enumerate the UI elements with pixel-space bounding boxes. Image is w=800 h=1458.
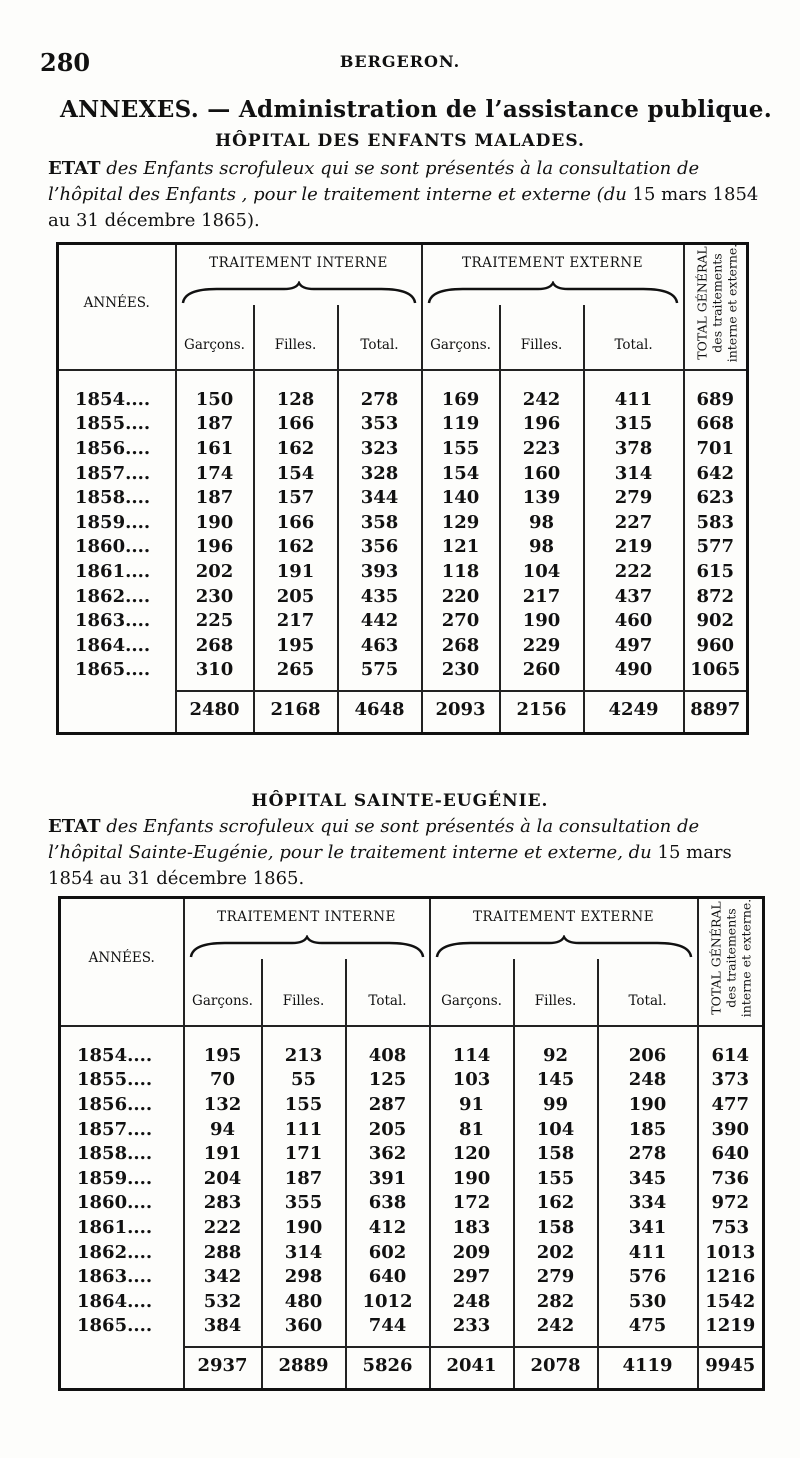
year-cell: 1856.... xyxy=(77,1093,153,1115)
total-externe-cell: 378 xyxy=(584,436,684,461)
stat-table-enfants-malades xyxy=(56,242,749,735)
annex-title: ANNEXES. — Administration de l’assistance publique. xyxy=(60,96,773,123)
garcons-externe-cell: 81 xyxy=(430,1117,514,1142)
years-header: ANNÉES. xyxy=(88,950,155,966)
garcons-externe-cell: 120 xyxy=(430,1141,514,1166)
table-row xyxy=(60,1264,764,1289)
table-row xyxy=(58,559,748,584)
year-cell: 1859.... xyxy=(77,1167,153,1189)
year-cell: 1861.... xyxy=(75,560,151,582)
year-cell: 1865.... xyxy=(77,1315,153,1337)
filles-externe-cell: 104 xyxy=(514,1117,598,1142)
filles-externe-cell: 158 xyxy=(514,1141,598,1166)
table-row xyxy=(60,1092,764,1117)
table-row xyxy=(60,1215,764,1240)
col-total-interne: Total. xyxy=(338,305,422,361)
table-row xyxy=(58,461,748,486)
externe-brace xyxy=(430,935,698,959)
total-interne-cell: 125 xyxy=(346,1068,430,1093)
garcons-externe-cell: 190 xyxy=(430,1166,514,1191)
totals-row xyxy=(58,691,748,726)
garcons-externe-cell: 183 xyxy=(430,1215,514,1240)
filles-interne-cell: 217 xyxy=(254,608,338,633)
filles-externe-cell: 162 xyxy=(514,1191,598,1216)
filles-externe-cell: 155 xyxy=(514,1166,598,1191)
garcons-interne-cell: 190 xyxy=(176,510,254,535)
stat-table-sainte-eugenie xyxy=(58,896,765,1391)
year-cell: 1858.... xyxy=(75,487,151,509)
filles-interne-cell: 191 xyxy=(254,559,338,584)
total-general-cell: 668 xyxy=(684,412,748,437)
garcons-interne-cell: 70 xyxy=(184,1068,262,1093)
filles-externe-cell: 202 xyxy=(514,1240,598,1265)
interne-header: TRAITEMENT INTERNE xyxy=(184,898,430,936)
years-header: ANNÉES. xyxy=(83,295,150,311)
garcons-externe-cell: 121 xyxy=(422,535,500,560)
garcons-externe-cell: 91 xyxy=(430,1092,514,1117)
total-interne-cell: 575 xyxy=(338,658,422,683)
filles-externe-cell: 190 xyxy=(500,608,584,633)
total-externe-cell: 278 xyxy=(598,1141,698,1166)
year-cell: 1857.... xyxy=(75,462,151,484)
total-general-sum: 8897 xyxy=(684,691,748,726)
total-interne-cell: 344 xyxy=(338,485,422,510)
garcons-interne-sum: 2480 xyxy=(176,691,254,726)
total-externe-cell: 437 xyxy=(584,584,684,609)
total-externe-cell: 576 xyxy=(598,1264,698,1289)
total-general-cell: 373 xyxy=(698,1068,764,1093)
table-row xyxy=(58,412,748,437)
total-general-cell: 615 xyxy=(684,559,748,584)
year-cell: 1855.... xyxy=(75,413,151,435)
col-filles-externe: Filles. xyxy=(500,305,584,361)
garcons-externe-cell: 154 xyxy=(422,461,500,486)
total-general-cell: 577 xyxy=(684,535,748,560)
garcons-externe-cell: 230 xyxy=(422,658,500,683)
filles-interne-cell: 162 xyxy=(254,436,338,461)
garcons-interne-cell: 288 xyxy=(184,1240,262,1265)
totals-row xyxy=(60,1347,764,1382)
total-interne-sum: 5826 xyxy=(346,1347,430,1382)
table-row xyxy=(58,485,748,510)
filles-interne-cell: 195 xyxy=(254,633,338,658)
garcons-externe-sum: 2041 xyxy=(430,1347,514,1382)
total-general-cell: 640 xyxy=(698,1141,764,1166)
hospital-title-sainte-eugenie: HÔPITAL SAINTE-EUGÉNIE. xyxy=(251,791,549,811)
table-row xyxy=(58,387,748,412)
garcons-interne-cell: 150 xyxy=(176,387,254,412)
garcons-interne-cell: 222 xyxy=(184,1215,262,1240)
total-externe-cell: 219 xyxy=(584,535,684,560)
etat-lead: ETAT xyxy=(48,816,101,837)
table-row xyxy=(58,608,748,633)
filles-externe-cell: 242 xyxy=(500,387,584,412)
filles-externe-cell: 92 xyxy=(514,1043,598,1068)
table-row xyxy=(60,1191,764,1216)
total-general-line2: des traitements xyxy=(709,253,725,353)
garcons-interne-cell: 283 xyxy=(184,1191,262,1216)
year-cell: 1860.... xyxy=(75,536,151,558)
total-interne-sum: 4648 xyxy=(338,691,422,726)
year-cell: 1854.... xyxy=(75,388,151,410)
garcons-interne-cell: 204 xyxy=(184,1166,262,1191)
total-externe-cell: 227 xyxy=(584,510,684,535)
total-general-cell: 902 xyxy=(684,608,748,633)
filles-externe-cell: 196 xyxy=(500,412,584,437)
garcons-externe-cell: 248 xyxy=(430,1289,514,1314)
filles-externe-cell: 282 xyxy=(514,1289,598,1314)
col-filles-externe: Filles. xyxy=(514,959,598,1017)
total-interne-cell: 358 xyxy=(338,510,422,535)
filles-interne-cell: 190 xyxy=(262,1215,346,1240)
total-externe-cell: 314 xyxy=(584,461,684,486)
total-general-cell: 753 xyxy=(698,1215,764,1240)
total-general-cell: 1065 xyxy=(684,658,748,683)
total-interne-cell: 391 xyxy=(346,1166,430,1191)
total-externe-cell: 497 xyxy=(584,633,684,658)
filles-externe-cell: 279 xyxy=(514,1264,598,1289)
total-interne-cell: 744 xyxy=(346,1314,430,1339)
etat-caption-enfants-malades xyxy=(48,156,760,234)
total-general-cell: 689 xyxy=(684,387,748,412)
total-general-line3: interne et externe. xyxy=(738,898,754,1018)
garcons-interne-cell: 268 xyxy=(176,633,254,658)
table-row xyxy=(60,1068,764,1093)
garcons-interne-cell: 132 xyxy=(184,1092,262,1117)
table-row xyxy=(58,510,748,535)
externe-header: TRAITEMENT EXTERNE xyxy=(422,244,684,282)
garcons-interne-sum: 2937 xyxy=(184,1347,262,1382)
filles-interne-cell: 355 xyxy=(262,1191,346,1216)
total-interne-cell: 1012 xyxy=(346,1289,430,1314)
total-general-cell: 1216 xyxy=(698,1264,764,1289)
total-general-cell: 390 xyxy=(698,1117,764,1142)
total-externe-cell: 279 xyxy=(584,485,684,510)
filles-externe-cell: 145 xyxy=(514,1068,598,1093)
total-general-line2: des traitements xyxy=(723,908,739,1008)
total-externe-cell: 315 xyxy=(584,412,684,437)
filles-interne-cell: 162 xyxy=(254,535,338,560)
total-interne-cell: 278 xyxy=(338,387,422,412)
total-interne-cell: 602 xyxy=(346,1240,430,1265)
total-general-line1: TOTAL GÉNÉRAL xyxy=(708,901,724,1015)
garcons-interne-cell: 195 xyxy=(184,1043,262,1068)
table-row xyxy=(60,1166,764,1191)
garcons-interne-cell: 202 xyxy=(176,559,254,584)
running-head: BERGERON. xyxy=(339,52,461,71)
total-general-cell: 623 xyxy=(684,485,748,510)
garcons-externe-cell: 140 xyxy=(422,485,500,510)
filles-interne-sum: 2889 xyxy=(262,1347,346,1382)
etat-date: 15 mars 1854 au 31 décembre 1865). xyxy=(48,184,759,231)
total-general-cell: 960 xyxy=(684,633,748,658)
total-interne-cell: 463 xyxy=(338,633,422,658)
total-interne-cell: 205 xyxy=(346,1117,430,1142)
table-row xyxy=(60,1043,764,1068)
total-general-line1: TOTAL GÉNÉRAL xyxy=(694,246,710,360)
total-externe-sum: 4249 xyxy=(584,691,684,726)
total-general-cell: 614 xyxy=(698,1043,764,1068)
year-cell: 1864.... xyxy=(77,1290,153,1312)
total-externe-cell: 222 xyxy=(584,559,684,584)
total-general-cell: 1542 xyxy=(698,1289,764,1314)
year-cell: 1855.... xyxy=(77,1069,153,1091)
year-cell: 1863.... xyxy=(75,610,151,632)
total-interne-cell: 323 xyxy=(338,436,422,461)
garcons-interne-cell: 532 xyxy=(184,1289,262,1314)
externe-header: TRAITEMENT EXTERNE xyxy=(430,898,698,936)
filles-interne-sum: 2168 xyxy=(254,691,338,726)
interne-brace xyxy=(184,935,430,959)
year-cell: 1860.... xyxy=(77,1192,153,1214)
filles-externe-cell: 158 xyxy=(514,1215,598,1240)
table-row xyxy=(58,658,748,683)
year-cell: 1863.... xyxy=(77,1266,153,1288)
filles-interne-cell: 265 xyxy=(254,658,338,683)
total-externe-cell: 490 xyxy=(584,658,684,683)
filles-interne-cell: 171 xyxy=(262,1141,346,1166)
garcons-externe-cell: 297 xyxy=(430,1264,514,1289)
total-general-cell: 1219 xyxy=(698,1314,764,1339)
total-externe-sum: 4119 xyxy=(598,1347,698,1382)
etat-lead: ETAT xyxy=(48,158,101,179)
total-externe-cell: 530 xyxy=(598,1289,698,1314)
filles-externe-sum: 2078 xyxy=(514,1347,598,1382)
garcons-externe-cell: 103 xyxy=(430,1068,514,1093)
filles-interne-cell: 298 xyxy=(262,1264,346,1289)
col-filles-interne: Filles. xyxy=(262,959,346,1017)
table-row xyxy=(60,1314,764,1339)
total-general-header xyxy=(698,898,764,1018)
total-general-cell: 583 xyxy=(684,510,748,535)
total-externe-cell: 248 xyxy=(598,1068,698,1093)
year-cell: 1859.... xyxy=(75,511,151,533)
col-total-externe: Total. xyxy=(598,959,698,1017)
total-externe-cell: 206 xyxy=(598,1043,698,1068)
total-externe-cell: 475 xyxy=(598,1314,698,1339)
col-total-externe: Total. xyxy=(584,305,684,361)
col-garcons-externe: Garçons. xyxy=(422,305,500,361)
total-externe-cell: 341 xyxy=(598,1215,698,1240)
filles-interne-cell: 166 xyxy=(254,412,338,437)
total-externe-cell: 460 xyxy=(584,608,684,633)
total-externe-cell: 334 xyxy=(598,1191,698,1216)
total-general-sum: 9945 xyxy=(698,1347,764,1382)
garcons-interne-cell: 191 xyxy=(184,1141,262,1166)
total-general-cell: 972 xyxy=(698,1191,764,1216)
garcons-externe-cell: 172 xyxy=(430,1191,514,1216)
total-general-cell: 872 xyxy=(684,584,748,609)
total-interne-cell: 393 xyxy=(338,559,422,584)
garcons-externe-cell: 220 xyxy=(422,584,500,609)
filles-externe-cell: 104 xyxy=(500,559,584,584)
year-cell: 1861.... xyxy=(77,1216,153,1238)
filles-interne-cell: 55 xyxy=(262,1068,346,1093)
interne-brace xyxy=(176,281,422,305)
filles-interne-cell: 205 xyxy=(254,584,338,609)
year-cell: 1862.... xyxy=(75,585,151,607)
garcons-interne-cell: 187 xyxy=(176,485,254,510)
filles-externe-cell: 223 xyxy=(500,436,584,461)
etat-caption-sainte-eugenie xyxy=(48,814,760,892)
filles-externe-cell: 260 xyxy=(500,658,584,683)
garcons-externe-cell: 209 xyxy=(430,1240,514,1265)
garcons-interne-cell: 196 xyxy=(176,535,254,560)
filles-interne-cell: 157 xyxy=(254,485,338,510)
garcons-externe-cell: 155 xyxy=(422,436,500,461)
garcons-interne-cell: 187 xyxy=(176,412,254,437)
year-cell: 1865.... xyxy=(75,659,151,681)
total-interne-cell: 287 xyxy=(346,1092,430,1117)
filles-interne-cell: 360 xyxy=(262,1314,346,1339)
garcons-externe-cell: 169 xyxy=(422,387,500,412)
year-cell: 1856.... xyxy=(75,437,151,459)
garcons-interne-cell: 94 xyxy=(184,1117,262,1142)
table-row xyxy=(60,1117,764,1142)
total-general-cell: 1013 xyxy=(698,1240,764,1265)
year-cell: 1862.... xyxy=(77,1241,153,1263)
filles-interne-cell: 154 xyxy=(254,461,338,486)
total-general-cell: 736 xyxy=(698,1166,764,1191)
garcons-externe-cell: 129 xyxy=(422,510,500,535)
garcons-externe-cell: 268 xyxy=(422,633,500,658)
table-row xyxy=(60,1141,764,1166)
table-row xyxy=(58,436,748,461)
total-interne-cell: 328 xyxy=(338,461,422,486)
total-externe-cell: 411 xyxy=(598,1240,698,1265)
total-externe-cell: 190 xyxy=(598,1092,698,1117)
total-interne-cell: 640 xyxy=(346,1264,430,1289)
garcons-externe-sum: 2093 xyxy=(422,691,500,726)
total-interne-cell: 435 xyxy=(338,584,422,609)
garcons-externe-cell: 119 xyxy=(422,412,500,437)
filles-interne-cell: 314 xyxy=(262,1240,346,1265)
col-garcons-externe: Garçons. xyxy=(430,959,514,1017)
garcons-externe-cell: 114 xyxy=(430,1043,514,1068)
total-externe-cell: 185 xyxy=(598,1117,698,1142)
etat-text: des Enfants scrofuleux qui se sont présentés à la consultation de l’hôpital Sainte-Eugénie, pour le traitement interne et externe, du xyxy=(48,816,700,863)
garcons-interne-cell: 174 xyxy=(176,461,254,486)
filles-interne-cell: 480 xyxy=(262,1289,346,1314)
table-row xyxy=(60,1240,764,1265)
filles-externe-cell: 139 xyxy=(500,485,584,510)
garcons-interne-cell: 342 xyxy=(184,1264,262,1289)
filles-interne-cell: 166 xyxy=(254,510,338,535)
table-row xyxy=(58,535,748,560)
garcons-interne-cell: 230 xyxy=(176,584,254,609)
garcons-externe-cell: 118 xyxy=(422,559,500,584)
total-interne-cell: 408 xyxy=(346,1043,430,1068)
year-cell: 1864.... xyxy=(75,634,151,656)
col-filles-interne: Filles. xyxy=(254,305,338,361)
hospital-title-enfants-malades: HÔPITAL DES ENFANTS MALADES. xyxy=(215,131,585,151)
filles-externe-cell: 99 xyxy=(514,1092,598,1117)
filles-externe-cell: 160 xyxy=(500,461,584,486)
filles-interne-cell: 155 xyxy=(262,1092,346,1117)
total-interne-cell: 356 xyxy=(338,535,422,560)
garcons-interne-cell: 161 xyxy=(176,436,254,461)
total-interne-cell: 362 xyxy=(346,1141,430,1166)
filles-interne-cell: 128 xyxy=(254,387,338,412)
total-interne-cell: 412 xyxy=(346,1215,430,1240)
total-general-line3: interne et externe. xyxy=(724,243,740,363)
garcons-externe-cell: 233 xyxy=(430,1314,514,1339)
total-general-header xyxy=(684,244,748,362)
filles-externe-cell: 229 xyxy=(500,633,584,658)
garcons-interne-cell: 310 xyxy=(176,658,254,683)
year-cell: 1857.... xyxy=(77,1118,153,1140)
col-garcons-interne: Garçons. xyxy=(176,305,254,361)
total-interne-cell: 638 xyxy=(346,1191,430,1216)
filles-externe-cell: 217 xyxy=(500,584,584,609)
page-number: 280 xyxy=(40,48,91,77)
filles-interne-cell: 213 xyxy=(262,1043,346,1068)
col-garcons-interne: Garçons. xyxy=(184,959,262,1017)
garcons-externe-cell: 270 xyxy=(422,608,500,633)
total-general-cell: 477 xyxy=(698,1092,764,1117)
filles-externe-sum: 2156 xyxy=(500,691,584,726)
filles-interne-cell: 187 xyxy=(262,1166,346,1191)
col-total-interne: Total. xyxy=(346,959,430,1017)
filles-externe-cell: 242 xyxy=(514,1314,598,1339)
table-row xyxy=(58,584,748,609)
year-cell: 1854.... xyxy=(77,1044,153,1066)
total-externe-cell: 411 xyxy=(584,387,684,412)
total-externe-cell: 345 xyxy=(598,1166,698,1191)
table-row xyxy=(58,633,748,658)
garcons-interne-cell: 384 xyxy=(184,1314,262,1339)
garcons-interne-cell: 225 xyxy=(176,608,254,633)
filles-interne-cell: 111 xyxy=(262,1117,346,1142)
total-general-cell: 642 xyxy=(684,461,748,486)
total-interne-cell: 442 xyxy=(338,608,422,633)
filles-externe-cell: 98 xyxy=(500,535,584,560)
externe-brace xyxy=(422,281,684,305)
year-cell: 1858.... xyxy=(77,1143,153,1165)
total-interne-cell: 353 xyxy=(338,412,422,437)
etat-date: 15 mars 1854 au 31 décembre 1865. xyxy=(48,842,732,889)
total-general-cell: 701 xyxy=(684,436,748,461)
interne-header: TRAITEMENT INTERNE xyxy=(176,244,422,282)
table-row xyxy=(60,1289,764,1314)
etat-text: des Enfants scrofuleux qui se sont présentés à la consultation de l’hôpital des Enfants , pour le traitement interne et externe (du xyxy=(48,158,700,205)
filles-externe-cell: 98 xyxy=(500,510,584,535)
